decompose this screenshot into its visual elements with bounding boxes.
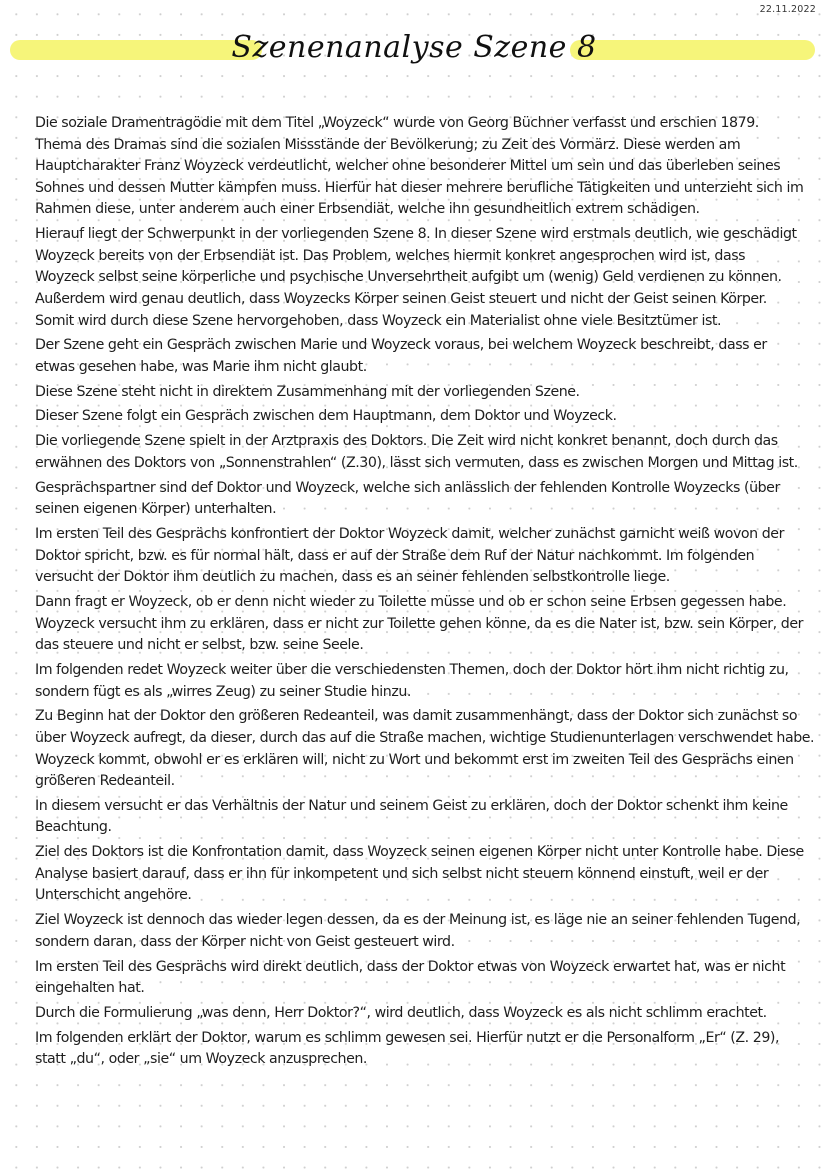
text-line: Thema des Dramas sind die sozialen Missstände der Bevölkerung; zu Zeit des Vormärz. Diese werden am — [35, 136, 741, 153]
paragraph — [35, 706, 825, 792]
page-title: Szenenanalyse Szene 8 — [231, 30, 597, 65]
text-line: Der Szene geht ein Gespräch zwischen Marie und Woyzeck voraus, bei welchem Woyzeck beschreibt, dass er — [35, 337, 767, 354]
text-line: Dann fragt er Woyzeck, ob er denn nicht wieder zu Toilette müsse und ob er schon seine Erbsen gegessen habe. — [35, 593, 787, 610]
text-line: Im ersten Teil des Gesprächs konfrontiert der Doktor Woyzeck damit, welcher zunächst garnicht weiß wovon der — [35, 526, 784, 542]
text-line: sondern daran, dass der Körper nicht von Geist gesteuert wird. — [35, 933, 455, 950]
text-line: Woyzeck selbst seine körperliche und psychische Unversehrtheit aufgibt um (wenig) Geld verdienen zu können. — [35, 269, 782, 286]
text-line: Ziel des Doktors ist die Konfrontation damit, dass Woyzeck seinen eigenen Körper nicht unter Kontrolle habe. Diese — [35, 844, 804, 861]
paragraph — [35, 478, 825, 521]
text-line: etwas gesehen habe, was Marie ihm nicht glaubt. — [35, 358, 367, 375]
text-line: Dieser Szene folgt ein Gespräch zwischen dem Hauptmann, dem Doktor und Woyzeck. — [35, 408, 617, 425]
paragraph — [35, 1003, 825, 1025]
text-line: Durch die Formulierung „was denn, Herr Doktor?“, wird deutlich, dass Woyzeck es als nicht schlimm erachtet. — [35, 1004, 767, 1021]
text-line: größeren Redeanteil. — [35, 773, 175, 790]
text-line: Ziel Woyzeck ist dennoch das wieder legen dessen, da es der Meinung ist, es läge nie an seiner fehlenden Tugend, — [35, 912, 801, 929]
text-line: sondern fügt es als „wirres Zeug) zu seiner Studie hinzu. — [35, 683, 411, 700]
text-line: Im ersten Teil des Gesprächs wird direkt deutlich, dass der Doktor etwas von Woyzeck erwartet hat, was er nicht — [35, 958, 786, 975]
text-line: Außerdem wird genau deutlich, dass Woyzecks Körper seinen Geist steuert und nicht der Geist seinen Körper. — [35, 290, 767, 307]
text-line: versucht der Doktor ihm deutlich zu machen, dass es an seiner fehlenden selbstkontrolle liege. — [35, 569, 670, 586]
text-line: In diesem versucht er das Verhältnis der Natur und seinem Geist zu erklären, doch der Doktor schenkt ihm keine — [35, 797, 788, 814]
text-line: Hierauf liegt der Schwerpunkt in der vorliegenden Szene 8. In dieser Szene wird erstmals deutlich, wie geschädigt — [35, 226, 797, 243]
paragraph — [35, 592, 825, 657]
text-line: Hauptcharakter Franz Woyzeck verdeutlicht, welcher ohne besonderer Mittel um sein und das überleben seines — [35, 158, 781, 175]
paragraph — [35, 335, 825, 378]
paragraph — [35, 796, 825, 839]
text-line: Gesprächspartner sind def Doktor und Woyzeck, welche sich anlässlich der fehlenden Kontrolle Woyzecks (über — [35, 479, 780, 496]
text-line: Woyzeck kommt, obwohl er es erklären will, nicht zu Wort und bekommt erst im zweiten Teil des Gesprächs einen — [35, 751, 794, 768]
date-label: 22.11.2022 — [759, 4, 816, 15]
paragraph — [35, 382, 825, 404]
text-line: Doktor spricht, bzw. es für normal hält, dass er auf der Straße dem Ruf der Natur nachkommt. Im folgenden — [35, 547, 755, 564]
text-line: über Woyzeck aufregt, da dieser, durch das auf die Straße machen, wichtige Studienunterlagen verschwendet habe. — [35, 729, 815, 746]
text-line: erwähnen des Doktors von „Sonnenstrahlen“ (Z.30), lässt sich vermuten, dass es zwischen Morgen und Mittag ist. — [35, 454, 798, 471]
text-line: Beachtung. — [35, 819, 112, 836]
paragraph — [35, 842, 825, 907]
text-line: Woyzeck versucht ihm zu erklären, dass er nicht zur Toilette gehen könne, da es die Nater ist, bzw. sein Körper, der — [35, 615, 803, 632]
essay-body — [35, 113, 825, 1074]
paragraph — [35, 1028, 825, 1071]
text-line: Rahmen diese, unter anderem auch einer Erbsendiät, welche ihn gesundheitlich extrem schädigen. — [35, 201, 700, 218]
text-line: Somit wird durch diese Szene hervorgehoben, dass Woyzeck ein Materialist ohne viele Besitztümer ist. — [35, 312, 722, 329]
text-line: Die vorliegende Szene spielt in der Arztpraxis des Doktors. Die Zeit wird nicht konkret benannt, doch durch das — [35, 433, 778, 450]
text-line: seinen eigenen Körper) unterhalten. — [35, 501, 277, 518]
text-line: Woyzeck bereits von der Erbsendiät ist. Das Problem, welches hiermit konkret angesprochen wird ist, dass — [35, 247, 746, 264]
text-line: Im folgenden redet Woyzeck weiter über die verschiedensten Themen, doch der Doktor hört ihm nicht richtig zu, — [35, 661, 789, 678]
title-header — [0, 26, 828, 74]
text-line: Die soziale Dramentragödie mit dem Titel „Woyzeck“ wurde von Georg Büchner verfasst und erschien 1879. — [35, 115, 759, 131]
text-line: eingehalten hat. — [35, 980, 145, 997]
paragraph — [35, 957, 825, 1000]
text-line: das steuere und nicht er selbst, bzw. seine Seele. — [35, 637, 364, 654]
paragraph — [35, 113, 825, 221]
paragraph — [35, 224, 825, 332]
text-line: Sohnes und dessen Mutter kämpfen muss. Hierfür hat dieser mehrere berufliche Tätigkeiten und unterzieht sich im — [35, 179, 804, 196]
text-line: Analyse basiert darauf, dass er ihn für inkompetent und sich selbst nicht steuern könnend einstuft, weil er der — [35, 865, 769, 882]
paragraph — [35, 431, 825, 474]
paragraph — [35, 406, 825, 428]
text-line: Zu Beginn hat der Doktor den größeren Redeanteil, was damit zusammenhängt, dass der Doktor sich zunächst so — [35, 708, 798, 725]
paragraph — [35, 660, 825, 703]
paragraph — [35, 910, 825, 953]
text-line: statt „du“, oder „sie“ um Woyzeck anzusprechen. — [35, 1051, 367, 1068]
text-line: Im folgenden erklärt der Doktor, warum es schlimm gewesen sei. Hierfür nutzt er die Personalform „Er“ (Z. 29), — [35, 1029, 780, 1046]
paragraph — [35, 524, 825, 589]
text-line: Diese Szene steht nicht in direktem Zusammenhang mit der vorliegenden Szene. — [35, 383, 580, 400]
text-line: Unterschicht angehöre. — [35, 887, 192, 904]
